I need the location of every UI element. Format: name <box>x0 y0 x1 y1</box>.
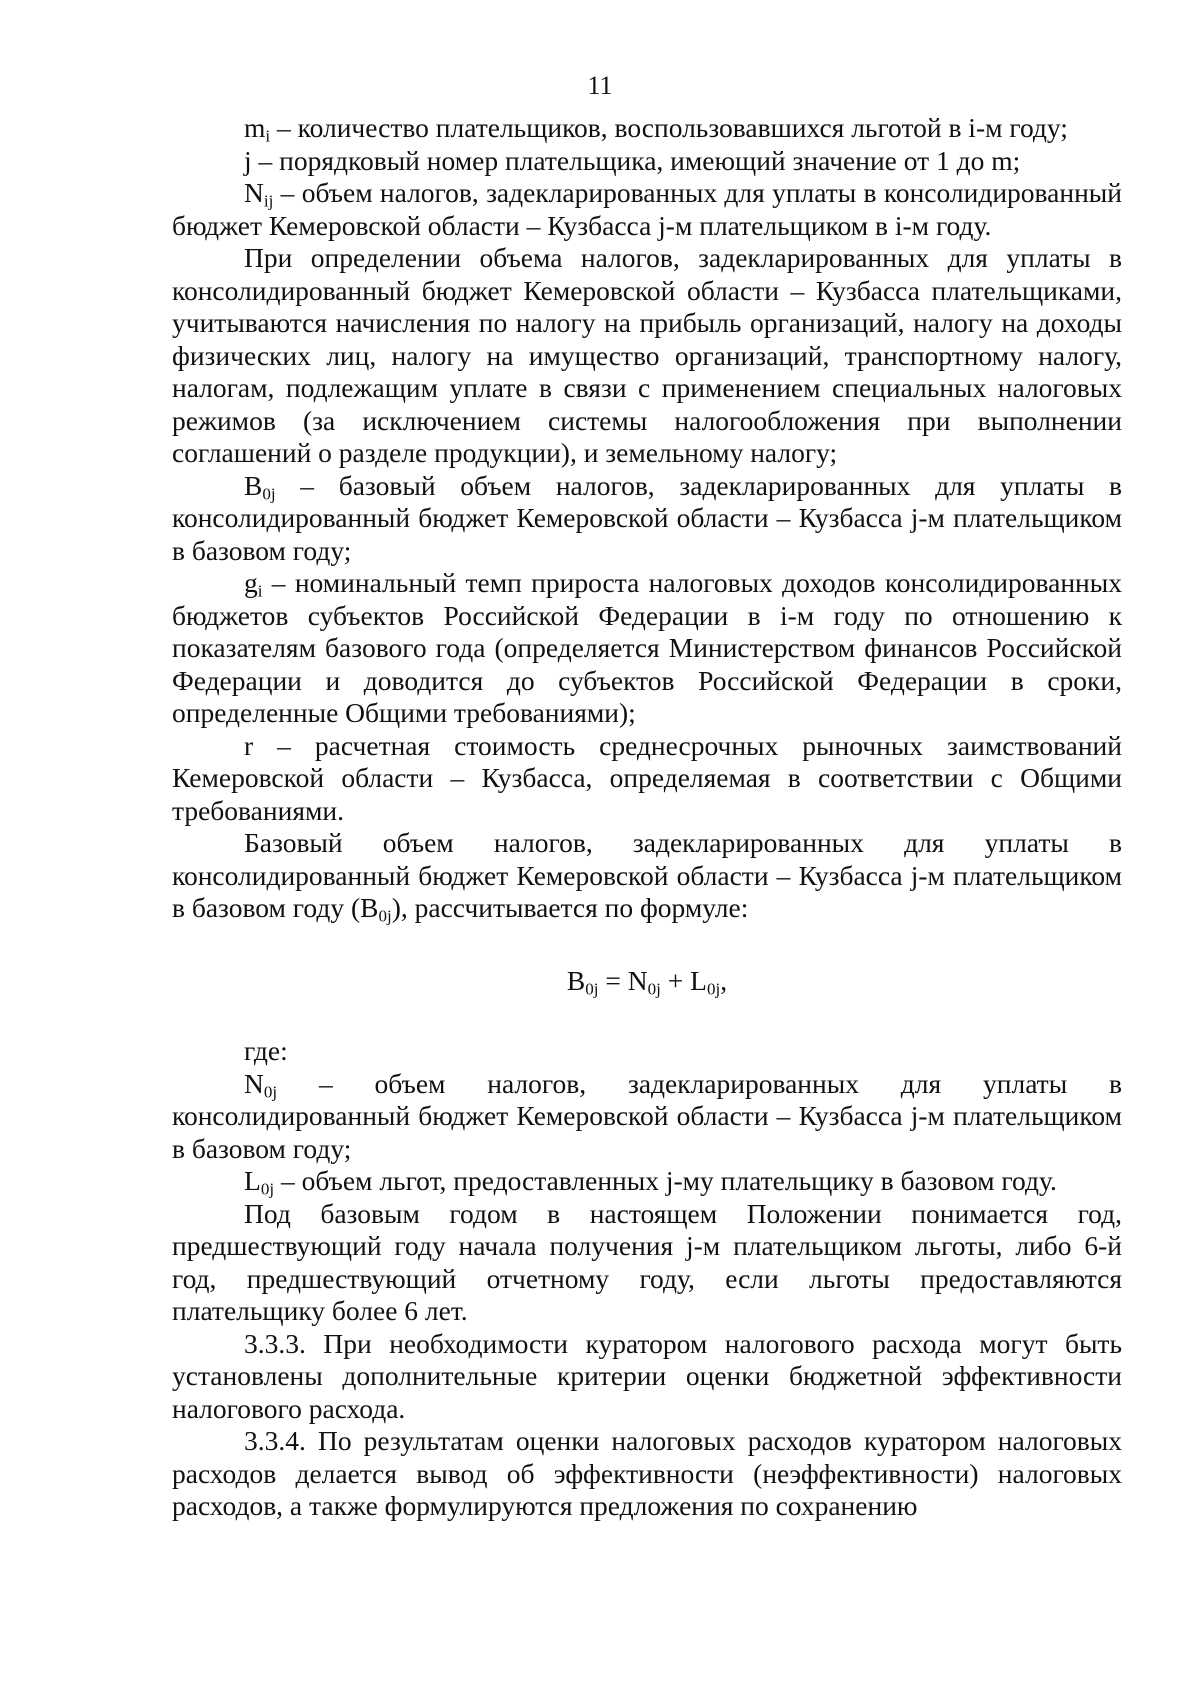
symbol: m <box>244 112 266 143</box>
formula-punctuation: , <box>720 964 728 996</box>
definition-j: j – порядковый номер плательщика, имеющий значение от 1 до m; <box>244 144 1021 176</box>
symbol: B <box>244 469 263 501</box>
subscript: ij <box>263 191 274 211</box>
definition-text: – количество плательщиков, воспользовавшихся льготой в i-м году; <box>270 112 1068 143</box>
symbol: N <box>244 1067 264 1099</box>
subscript: 0j <box>378 906 392 926</box>
subscript: 0j <box>263 1081 278 1101</box>
formula-term: B <box>566 964 586 996</box>
paragraph-base-year: Под базовым годом в настоящем Положении понимается год, предшествующий году начала получения j-м плательщиком льготы, либо 6-й год, предшествующий отчетному году, если льготы предоставляются плательщику более 6 лет. <box>172 1197 1122 1326</box>
definition-text: – объем налогов, задекларированных для уплаты в консолидированный бюджет Кемеровской области – Кузбасса j-м плательщиком в i-м году. <box>172 177 1122 241</box>
subscript: i <box>257 581 263 601</box>
subscript: i <box>265 126 271 146</box>
definition-text: – номинальный темп прироста налоговых доходов консолидированных бюджетов субъектов Российской Федерации в i-м году по отношению к показателям базового года (определяется Министерством финансов Российской Федерации и доводится до субъектов Российской Федерации в сроки, определенные Общими требованиями); <box>172 567 1122 728</box>
definition-gi <box>172 567 1122 730</box>
symbol: L <box>244 1165 261 1196</box>
definition-nij <box>172 177 1122 242</box>
document-body <box>172 112 1122 1523</box>
paragraph-base-volume <box>172 827 1122 925</box>
paragraph-3-3-4: 3.3.4. По результатам оценки налоговых расходов куратором налоговых расходов делается вывод об эффективности (неэффективности) налоговых расходов, а также формулируются предложения по сохранению <box>172 1425 1122 1521</box>
formula-term: L <box>690 964 707 996</box>
definition-text: – объем льгот, предоставленных j-му плательщику в базовом году. <box>274 1165 1057 1196</box>
symbol: N <box>244 177 264 208</box>
definition-b0j <box>172 470 1122 568</box>
page-number: 11 <box>587 71 613 100</box>
symbol: g <box>244 567 258 598</box>
subscript: 0j <box>706 978 721 998</box>
definition-n0j <box>172 1068 1122 1166</box>
formula <box>172 965 1122 998</box>
paragraph-text: Базовый объем налогов, задекларированных для уплаты в консолидированный бюджет Кемеровской области – Кузбасса j-м плательщиком в базовом году (B <box>172 827 1122 923</box>
where-label: где: <box>244 1035 288 1066</box>
formula-operator: = <box>598 964 628 996</box>
paragraph-3-3-3: 3.3.3. При необходимости куратором налогового расхода могут быть установлены дополнительные критерии оценки бюджетной эффективности налогового расхода. <box>172 1327 1122 1424</box>
subscript: 0j <box>262 483 276 503</box>
formula-term: N <box>627 964 648 996</box>
definition-text: – объем налогов, задекларированных для уплаты в консолидированный бюджет Кемеровской области – Кузбасса j-м плательщиком в базовом году; <box>172 1067 1122 1164</box>
subscript: 0j <box>260 1179 275 1199</box>
formula-operator: + <box>660 964 691 996</box>
paragraph-tax-determination: При определении объема налогов, задекларированных для уплаты в консолидированный бюджет Кемеровской области – Кузбасса плательщиками, учитываются начисления по налогу на прибыль организаций, налогу на доходы физических лиц, налогу на имущество организаций, транспортному налогу, налогам, подлежащим уплате в связи с применением специальных налоговых режимов (за исключением системы налогообложения при выполнении соглашений о разделе продукции), и земельному налогу; <box>172 242 1122 468</box>
definition-l0j <box>172 1165 1122 1198</box>
definition-m <box>172 112 1122 145</box>
definition-r: r – расчетная стоимость среднесрочных рыночных заимствований Кемеровской области – Кузбасса, определяемая в соответствии с Общими требованиями. <box>172 729 1122 826</box>
definition-text: – базовый объем налогов, задекларированных для уплаты в консолидированный бюджет Кемеровской области – Кузбасса j-м плательщиком в базовом году; <box>172 469 1122 566</box>
paragraph-text: ), рассчитывается по формуле: <box>391 892 749 923</box>
subscript: 0j <box>647 978 661 998</box>
subscript: 0j <box>585 978 599 998</box>
